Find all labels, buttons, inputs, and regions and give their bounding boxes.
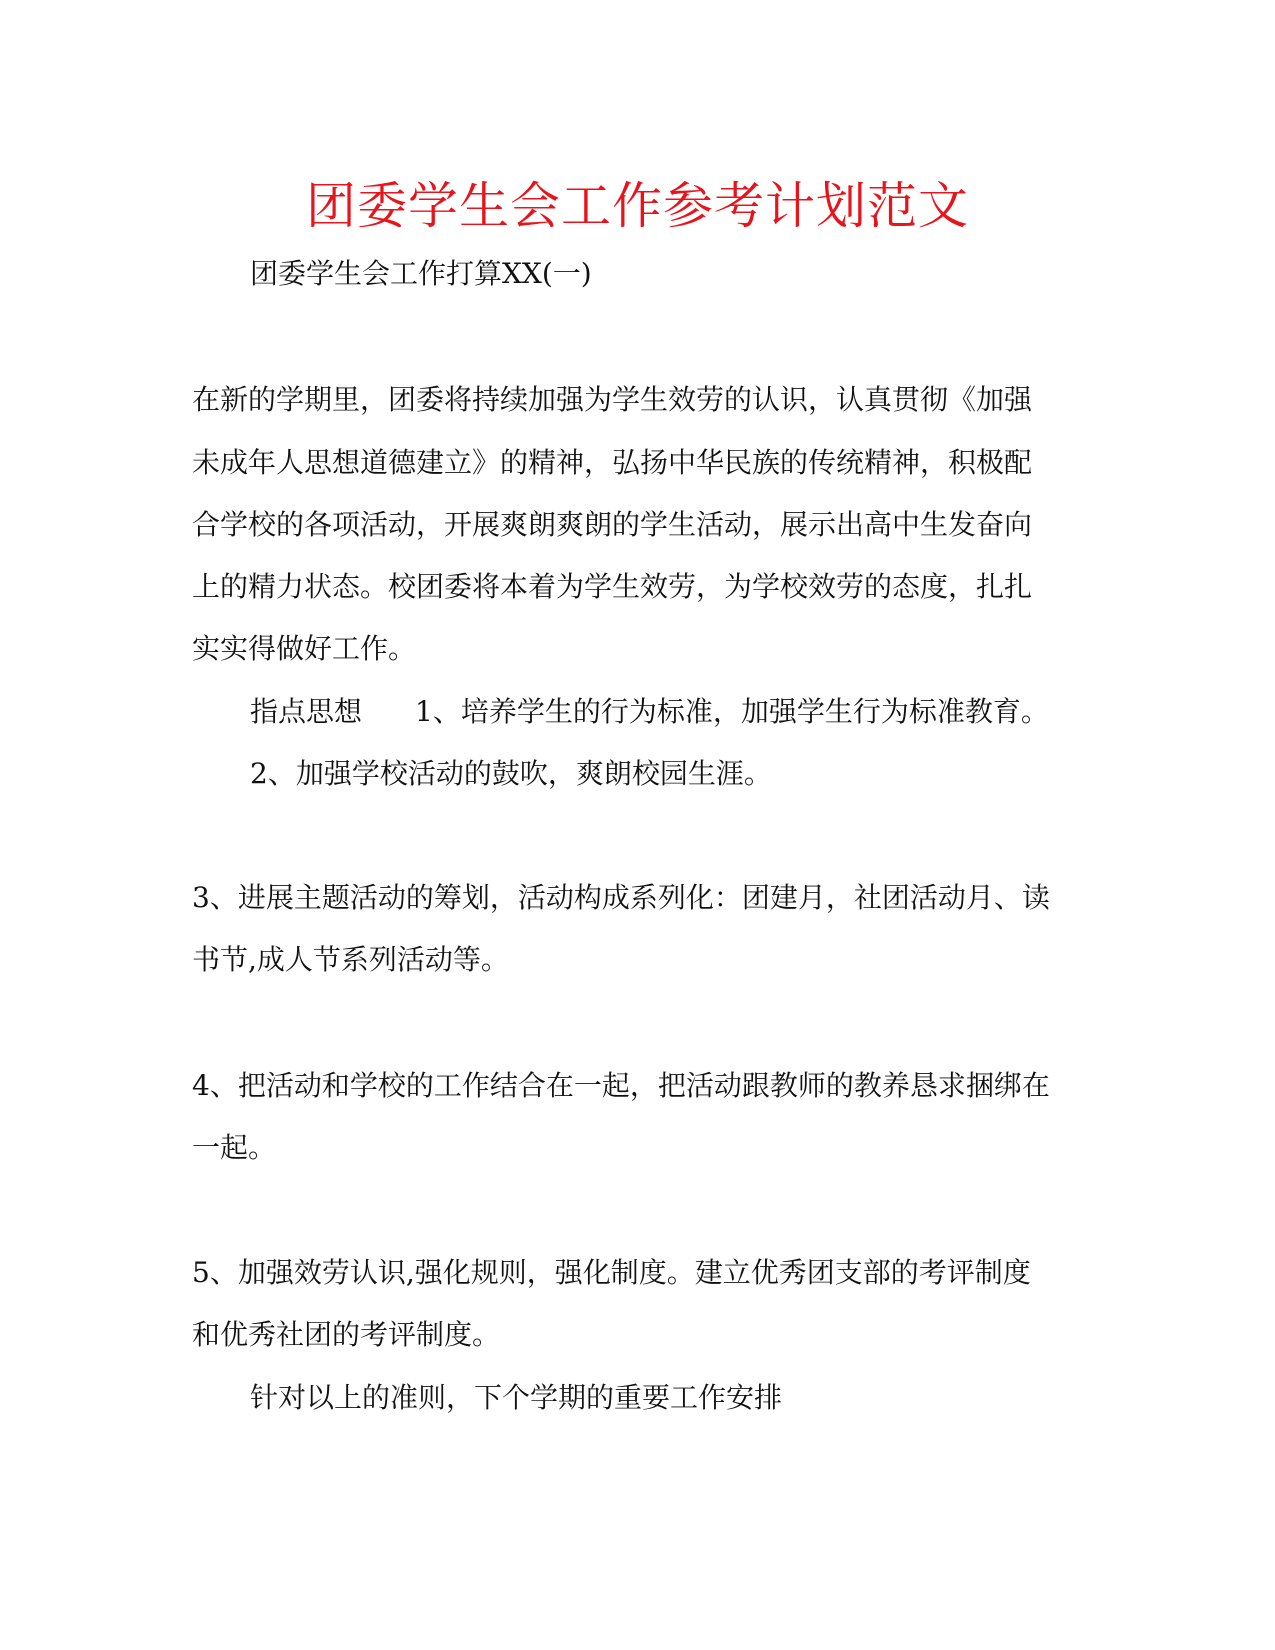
subtitle: 团委学生会工作打算XX(一)	[250, 257, 592, 290]
intro-line: 实实得做好工作。	[192, 632, 417, 665]
item-4-line: 4、把活动和学校的工作结合在一起，把活动跟教师的教养恳求捆绑在	[192, 1069, 1050, 1102]
guiding-label: 指点思想	[250, 695, 363, 728]
item-5-line: 和优秀社团的考评制度。	[192, 1318, 501, 1351]
page-title: 团委学生会工作参考计划范文	[306, 177, 969, 235]
item-1: 1、培养学生的行为标准，加强学生行为标准教育。	[415, 695, 1049, 728]
item-2: 2、加强学校活动的鼓吹，爽朗校园生涯。	[250, 757, 772, 790]
intro-line: 在新的学期里，团委将持续加强为学生效劳的认识，认真贯彻《加强	[192, 383, 1033, 416]
intro-line: 未成年人思想道德建立》的精神，弘扬中华民族的传统精神，积极配	[192, 446, 1033, 479]
intro-line: 合学校的各项活动，开展爽朗爽朗的学生活动，展示出高中生发奋向	[192, 508, 1033, 541]
intro-line: 上的精力状态。校团委将本着为学生效劳，为学校效劳的态度，扎扎	[192, 570, 1033, 603]
closing-line: 针对以上的准则，下个学期的重要工作安排	[250, 1381, 783, 1414]
item-3-line: 3、进展主题活动的筹划，活动构成系列化：团建月，社团活动月、读	[192, 881, 1050, 914]
item-3-line: 书节,成人节系列活动等。	[192, 943, 509, 976]
item-5-line: 5、加强效劳认识,强化规则，强化制度。建立优秀团支部的考评制度	[192, 1256, 1031, 1289]
item-4-line: 一起。	[192, 1131, 277, 1164]
